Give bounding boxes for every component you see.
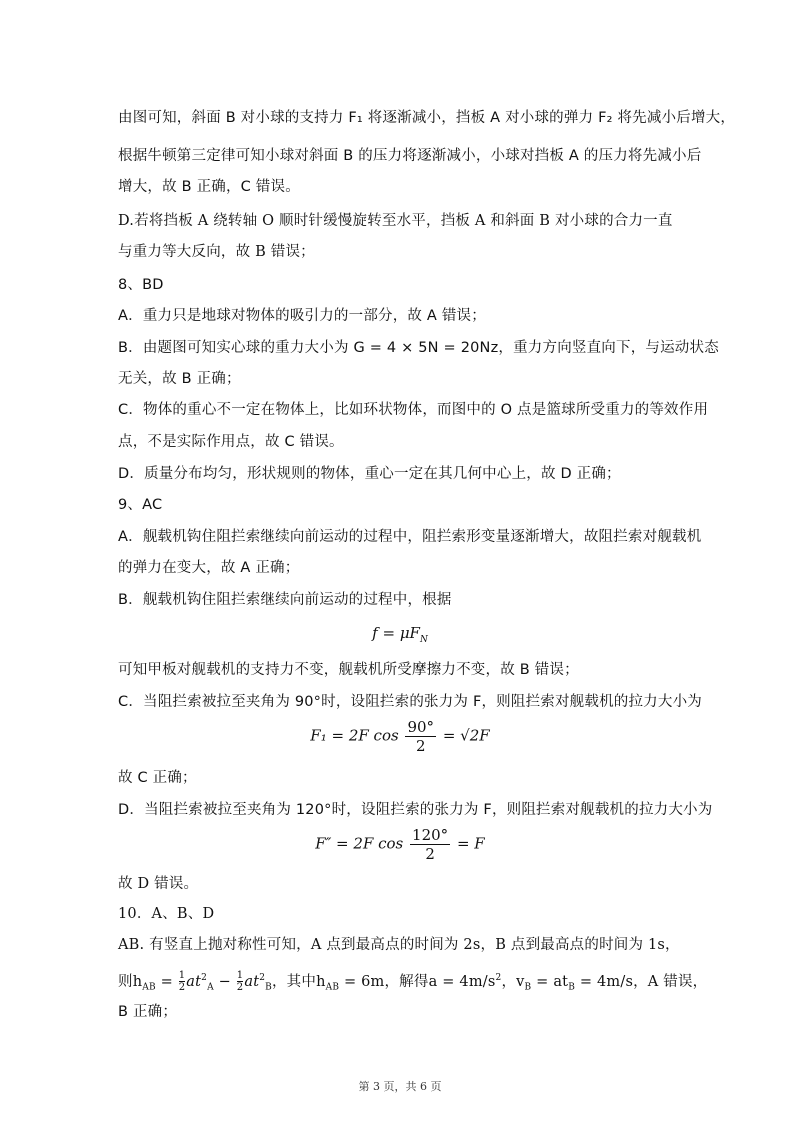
text-line: A．舰载机钩住阻拦索继续向前运动的过程中，阻拦索形变量逐渐增大，故阻拦索对舰载机 bbox=[118, 529, 702, 545]
text-line: D．质量分布均匀，形状规则的物体，重心一定在其几何中心上，故 D 正确； bbox=[118, 466, 621, 482]
text-line: B．由题图可知实心球的重力大小为 G = 4 × 5N = 20Nz，重力方向竖直向下，与运动状态 bbox=[118, 340, 719, 356]
text-line: C．物体的重心不一定在物体上，比如环状物体，而图中的 O 点是篮球所受重力的等效作用 bbox=[118, 402, 709, 418]
text-line: B 正确； bbox=[118, 1004, 178, 1020]
text-line: B．舰载机钩住阻拦索继续向前运动的过程中，根据 bbox=[118, 592, 452, 608]
formula-friction: $f = \mu F_N$ bbox=[372, 624, 428, 645]
text-line: D.若将挡板 A 绕转轴 O 顺时针缓慢旋转至水平，挡板 A 和斜面 B 对小球的合力一直 bbox=[118, 213, 673, 229]
formula-tension-120: F″ = 2F cos $\frac{120^\circ}{2}$ = F bbox=[315, 826, 485, 863]
text-line: AB. 有竖直上抛对称性可知，A 点到最高点的时间为 2s，B 点到最高点的时间为 1s， bbox=[118, 937, 680, 953]
question-number: 9、AC bbox=[118, 497, 163, 513]
text-line: 无关，故 B 正确； bbox=[118, 371, 241, 387]
text-line: 故 D 错误。 bbox=[118, 876, 199, 892]
formula-tension-90: F₁ = 2F cos $\frac{90^\circ}{2}$ = √2F bbox=[310, 718, 490, 755]
question-number: 8、BD bbox=[118, 277, 164, 293]
text-line: 与重力等大反向，故 B 错误； bbox=[118, 244, 315, 260]
text-line: C．当阻拦索被拉至夹角为 90°时，设阻拦索的张力为 F，则阻拦索对舰载机的拉力大小为 bbox=[118, 694, 702, 710]
text-line: 故 C 正确； bbox=[118, 770, 197, 786]
text-line: 根据牛顿第三定律可知小球对斜面 B 的压力将逐渐减小，小球对挡板 A 的压力将先减小后 bbox=[118, 148, 702, 164]
text-line: 由图可知，斜面 B 对小球的支持力 F₁ 将逐渐减小，挡板 A 对小球的弹力 F₂ 将先减小后增大， bbox=[118, 110, 736, 126]
text-line: 的弹力在变大，故 A 正确； bbox=[118, 560, 300, 576]
page-footer: 第 3 页，共 6 页 bbox=[358, 1080, 442, 1093]
text-line: 增大，故 B 正确，C 错误。 bbox=[118, 179, 300, 195]
text-line: D．当阻拦索被拉至夹角为 120°时，设阻拦索的张力为 F，则阻拦索对舰载机的拉力大小为 bbox=[118, 802, 713, 818]
text-line: A．重力只是地球对物体的吸引力的一部分，故 A 错误； bbox=[118, 308, 486, 324]
formula-line-ab: 则$h_{AB}$ = $\frac{1}{2}$ $at^2_A$ − $\frac{1}{2}$ $at^2_B$，其中$h_{AB} = 6m$，解得$a = 4m/s^2$，$v_B = at_B = 4m/s$，A 错误， bbox=[118, 970, 708, 994]
text-line: 可知甲板对舰载机的支持力不变，舰载机所受摩擦力不变，故 B 错误； bbox=[118, 662, 579, 678]
text-line: 点，不是实际作用点，故 C 错误。 bbox=[118, 434, 344, 450]
question-number: 10．A、B、D bbox=[118, 906, 215, 922]
